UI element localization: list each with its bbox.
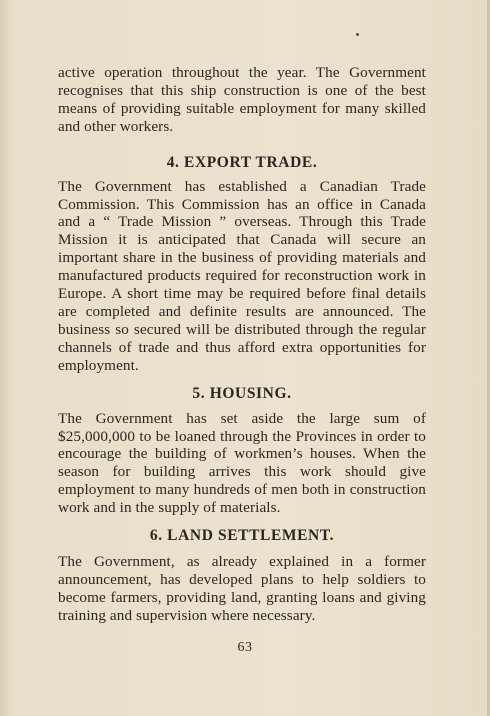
page-number: 63: [237, 640, 253, 655]
paragraph-export-trade: The Government has established a Canadian Trade Commission. This Commission has an office in Canada and a “ Trade Mission ” overseas. Through this Trade Mission it is anticipated that Canada will secure an important share in the business of providing materials and manufactured products required for reconstruction work in Europe. A short time may be required before final details are completed and definite results are announced. The business so secured will be distributed through the regular channels of trade and thus afford extra opportunities for employment.: [58, 177, 426, 374]
paragraph-ship-construction: active operation throughout the year. The Government recognises that this ship construction is one of the best means of providing suitable employment for many skilled and other workers.: [58, 64, 426, 135]
paragraph-land-settlement: The Government, as already explained in a former announcement, has developed plans to help soldiers to become farmers, providing land, granting loans and giving training and supervision where necessary.: [58, 553, 426, 624]
page-body: [58, 64, 426, 625]
heading-housing: 5. HOUSING.: [192, 384, 292, 402]
heading-export-trade: 4. EXPORT TRADE.: [166, 153, 318, 171]
ink-speck: [356, 33, 359, 36]
heading-land-settlement: 6. LAND SETTLEMENT.: [149, 527, 335, 545]
paragraph-housing: The Government has set aside the large sum of $25,000,000 to be loaned through the Provinces in order to encourage the building of workmen’s houses. When the season for building arrives this work should give employment to many hundreds of men both in construction work and in the supply of materials.: [58, 409, 426, 517]
